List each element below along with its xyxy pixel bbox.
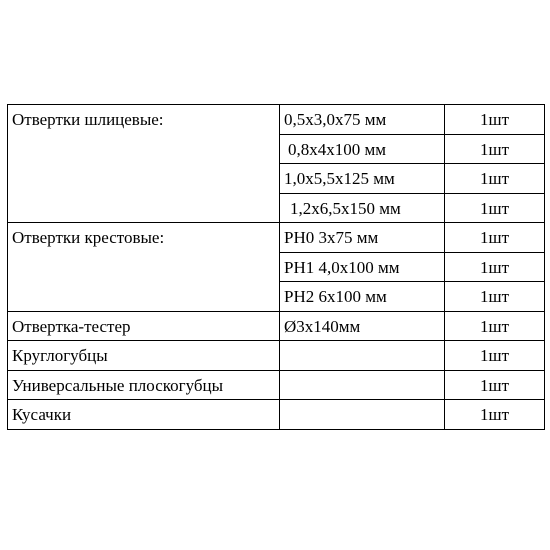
tool-qty: 1шт xyxy=(479,257,510,277)
tool-qty: 1шт xyxy=(479,169,510,188)
tool-size: PH1 4,0х100 мм xyxy=(284,257,400,277)
tool-name: Отвертка-тестер xyxy=(12,316,131,336)
table-row xyxy=(8,341,545,371)
tool-size: 1,2х6,5х150 мм xyxy=(290,198,401,218)
tool-name: Отвертки крестовые: xyxy=(12,228,165,247)
tool-name-cell xyxy=(8,400,280,430)
tool-size-cell xyxy=(280,252,445,282)
tool-qty: 1шт xyxy=(479,346,510,365)
tool-size-cell xyxy=(280,341,445,371)
tool-qty-cell xyxy=(445,134,545,164)
tool-qty: 1шт xyxy=(479,139,510,159)
table-row xyxy=(8,311,545,341)
tool-size: 0,8х4х100 мм xyxy=(288,139,387,159)
tool-size-cell xyxy=(280,400,445,430)
tool-qty-cell xyxy=(445,164,545,194)
tool-qty-cell xyxy=(445,252,545,282)
tool-qty-cell xyxy=(445,341,545,371)
tool-size-cell xyxy=(280,193,445,223)
tool-size: 1,0х5,5х125 мм xyxy=(284,169,395,188)
tool-name-cell xyxy=(8,311,280,341)
tool-name-cell xyxy=(8,223,280,312)
tool-qty: 1шт xyxy=(479,228,510,247)
tool-size: PH0 3х75 мм xyxy=(284,228,379,247)
tool-qty: 1шт xyxy=(479,110,510,129)
tool-name-cell xyxy=(8,370,280,400)
tool-size: PH2 6х100 мм xyxy=(284,287,387,306)
tool-size: Ø3х140мм xyxy=(284,316,361,336)
tool-size-cell xyxy=(280,164,445,194)
tool-name: Универсальные плоскогубцы xyxy=(12,375,224,395)
tool-set-table xyxy=(7,104,545,430)
tool-qty: 1шт xyxy=(479,405,510,424)
tool-name: Отвертки шлицевые: xyxy=(12,110,164,129)
tool-qty-cell xyxy=(445,193,545,223)
tool-qty-cell xyxy=(445,311,545,341)
tool-qty-cell xyxy=(445,105,545,135)
tool-size: 0,5х3,0х75 мм xyxy=(284,110,387,129)
tool-name-cell xyxy=(8,105,280,223)
tool-qty-cell xyxy=(445,370,545,400)
tool-qty-cell xyxy=(445,282,545,312)
table-row xyxy=(8,105,545,135)
tool-size-cell xyxy=(280,134,445,164)
tool-size-cell xyxy=(280,105,445,135)
tool-name-cell xyxy=(8,341,280,371)
tool-size-cell xyxy=(280,370,445,400)
tool-size-cell xyxy=(280,282,445,312)
tool-qty: 1шт xyxy=(479,287,510,306)
table-row xyxy=(8,223,545,253)
table-row xyxy=(8,400,545,430)
tool-name: Круглогубцы xyxy=(12,346,108,365)
tool-qty: 1шт xyxy=(479,198,510,218)
tool-qty-cell xyxy=(445,400,545,430)
table-row xyxy=(8,370,545,400)
tool-qty: 1шт xyxy=(479,375,510,395)
tool-size-cell xyxy=(280,223,445,253)
tool-size-cell xyxy=(280,311,445,341)
tool-qty: 1шт xyxy=(479,316,510,336)
tool-set-table-body xyxy=(8,105,545,430)
tool-name: Кусачки xyxy=(12,405,72,424)
tool-qty-cell xyxy=(445,223,545,253)
